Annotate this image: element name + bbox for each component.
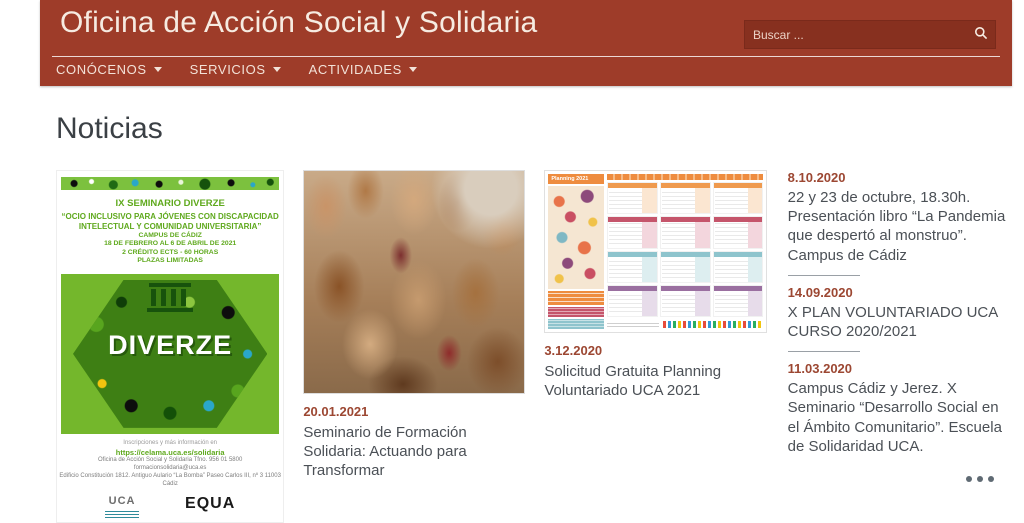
calendar-sponsor-logos xyxy=(607,319,763,329)
diverze-graphic xyxy=(61,274,279,434)
poster-subtitle-line: “OCIO INCLUSIVO PARA JÓVENES CON DISCAPACIDAD xyxy=(61,211,279,221)
calendar-label: Planning 2021 xyxy=(548,174,604,184)
calendar-promo-box xyxy=(548,291,604,305)
calendar-top-strip xyxy=(607,174,763,180)
poster-footer xyxy=(57,440,283,518)
month-cell xyxy=(607,182,658,214)
news-title-link[interactable]: Campus Cádiz y Jerez. X Seminario “Desarrollo Social en el Ámbito Comunitario”. Escuela de Solidaridad UCA. xyxy=(787,380,1002,455)
dot-icon xyxy=(966,476,972,482)
calendar-illustration xyxy=(548,186,604,289)
news-card-planning-voluntariado xyxy=(544,170,768,400)
nav-item-actividades[interactable] xyxy=(309,62,417,77)
month-cell xyxy=(607,251,658,283)
news-date: 20.01.2021 xyxy=(303,404,369,419)
nav-item-label: ACTIVIDADES xyxy=(308,62,402,77)
month-cell xyxy=(607,216,658,248)
uca-logo: UCA xyxy=(105,494,139,518)
news-title-link[interactable]: Solicitud Gratuita Planning Voluntariado UCA 2021 xyxy=(544,363,722,400)
site-title[interactable]: Oficina de Acción Social y Solidaria xyxy=(60,6,538,39)
news-grid xyxy=(56,170,1008,523)
divider xyxy=(788,351,860,352)
news-title-link[interactable]: 22 y 23 de octubre, 18.30h. Presentación libro “La Pandemia que despertó al monstruo”. Campus de Cádiz xyxy=(787,189,1006,264)
search-button[interactable] xyxy=(967,21,995,48)
side-news-item xyxy=(788,170,1008,265)
poster-footer-address: Edificio Constitución 1812. Antiguo Aulario “La Bomba” Paseo Carlos III, nº 3 11003 Cádiz xyxy=(59,472,281,487)
poster-detail-line: PLAZAS LIMITADAS xyxy=(137,257,203,265)
side-news-item xyxy=(788,285,1008,341)
poster-detail-line: 18 DE FEBRERO AL 6 DE ABRIL DE 2021 xyxy=(104,240,237,248)
poster-subtitle-line: INTELECTUAL Y COMUNIDAD UNIVERSITARIA” xyxy=(78,221,262,231)
more-news-button[interactable] xyxy=(788,476,1008,482)
calendar-month-grid xyxy=(607,182,763,317)
news-date: 8.10.2020 xyxy=(787,170,846,185)
month-cell xyxy=(660,251,711,283)
nav-item-servicios[interactable] xyxy=(190,62,281,77)
poster-footer-intro: Inscripciones y más información en xyxy=(123,439,218,446)
uca-logo-text-bars xyxy=(105,510,139,518)
news-date: 11.03.2020 xyxy=(787,361,853,377)
search-input[interactable] xyxy=(745,28,967,42)
month-cell xyxy=(660,216,711,248)
news-title-link[interactable]: Seminario de Formación Solidaria: Actuando para Transformar xyxy=(303,424,467,480)
poster-text-block xyxy=(57,198,283,266)
poster-footer-email: formacionsolidaria@uca.es xyxy=(133,465,207,472)
poster-logos-row xyxy=(57,494,283,518)
hands-reaching-photo[interactable] xyxy=(303,170,525,394)
month-cell xyxy=(713,182,764,214)
side-news-item xyxy=(788,361,1008,456)
nav-item-conocenos[interactable] xyxy=(56,62,162,77)
calendar-months-area xyxy=(607,174,763,329)
main-nav xyxy=(56,62,417,77)
greek-temple-icon xyxy=(147,283,193,312)
news-date: 14.09.2020 xyxy=(787,284,853,300)
calendar-left-column xyxy=(548,174,604,329)
site-header xyxy=(40,0,1012,86)
chevron-down-icon xyxy=(409,67,417,72)
poster-footer-office: Oficina de Acción Social y Solidaria Tfno. 956 01 5800 xyxy=(98,457,243,464)
nav-item-label: CONÓCENOS xyxy=(56,62,147,77)
news-card-formacion-solidaria xyxy=(303,170,525,481)
header-divider xyxy=(52,56,1000,57)
month-cell xyxy=(660,182,711,214)
side-news-list xyxy=(788,170,1008,482)
poster-detail-line: 2 CRÉDITO ECTS - 60 HORAS xyxy=(122,248,219,256)
news-date: 3.12.2020 xyxy=(544,343,603,358)
dot-icon xyxy=(977,476,983,482)
calendar-promo-box xyxy=(548,307,604,317)
poster-detail-line: CAMPUS DE CÁDIZ xyxy=(138,231,202,239)
poster-doodle-banner xyxy=(61,177,279,190)
equa-logo: EQUA xyxy=(185,494,236,512)
planning-2021-calendar-image[interactable] xyxy=(544,170,767,333)
calendar-promo-box xyxy=(548,319,604,329)
chevron-down-icon xyxy=(273,67,281,72)
chevron-down-icon xyxy=(154,67,162,72)
diverze-wordmark: DIVERZE xyxy=(108,329,233,360)
month-cell xyxy=(607,285,658,317)
news-poster-diverze[interactable] xyxy=(56,170,284,523)
month-cell xyxy=(713,216,764,248)
nav-item-label: SERVICIOS xyxy=(189,62,266,77)
news-title-link[interactable]: X PLAN VOLUNTARIADO UCA CURSO 2020/2021 xyxy=(787,303,998,340)
poster-footer-link[interactable]: https://celama.uca.es/solidaria xyxy=(115,447,225,457)
month-cell xyxy=(660,285,711,317)
search-icon xyxy=(973,25,989,44)
dot-icon xyxy=(988,476,994,482)
month-cell xyxy=(713,285,764,317)
search-box xyxy=(744,20,996,49)
poster-title: IX SEMINARIO DIVERZE xyxy=(115,198,225,209)
divider xyxy=(788,275,860,276)
page-title: Noticias xyxy=(56,112,163,145)
month-cell xyxy=(713,251,764,283)
